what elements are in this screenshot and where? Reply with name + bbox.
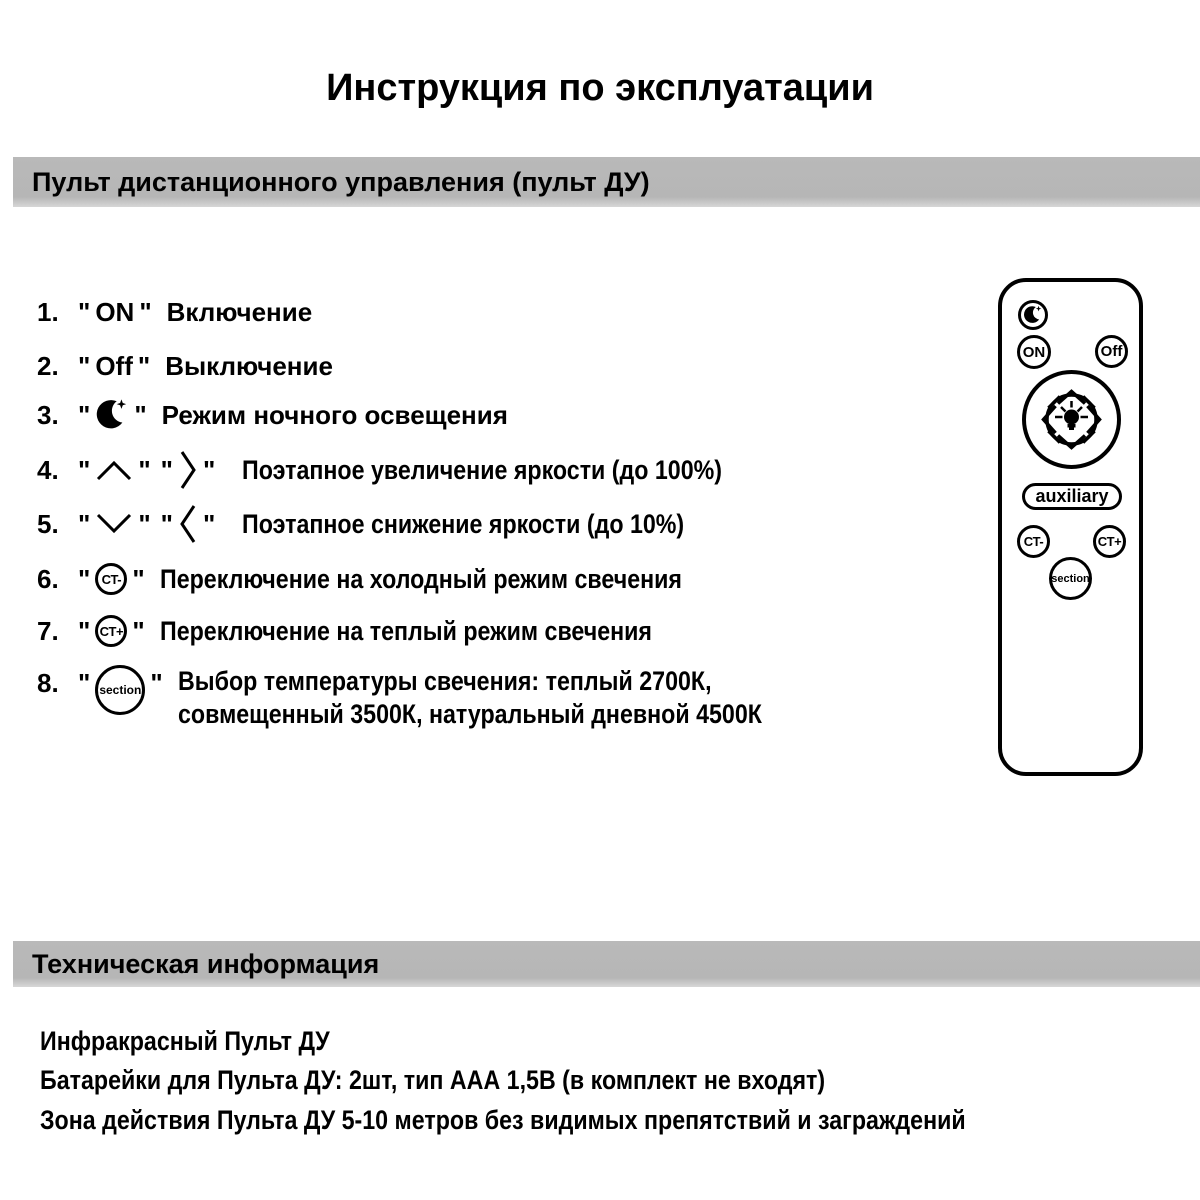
quote: " <box>78 563 91 594</box>
section-header-tech-label: Техническая информация <box>32 948 380 979</box>
remote-on-button: ON <box>1017 335 1051 369</box>
remote-ct-minus-button: CT- <box>1017 525 1050 558</box>
list-item-ct-plus <box>37 613 732 649</box>
list-item-on <box>37 294 312 330</box>
bulb-icon <box>1055 401 1088 430</box>
remote-illustration <box>998 278 1143 776</box>
chevron-right-icon <box>178 448 198 492</box>
quote: " <box>138 508 151 539</box>
item-number: 4. <box>37 454 59 485</box>
item-text-block <box>178 665 857 731</box>
quote: " <box>138 454 151 485</box>
item-number: 7. <box>37 615 59 646</box>
item-text: Переключение на теплый режим свечения <box>159 615 652 646</box>
chevron-up-icon <box>95 457 133 483</box>
chevron-down-icon <box>95 511 133 537</box>
quote: " <box>78 668 91 698</box>
item-number: 3. <box>37 399 59 430</box>
quote: " <box>137 350 151 381</box>
off-label: Off <box>95 350 133 381</box>
quote: " <box>132 615 145 646</box>
item-number: 5. <box>37 508 59 539</box>
list-item-ct-minus <box>37 561 767 597</box>
remote-ct-plus-button: CT+ <box>1093 525 1126 558</box>
item-text-line2: совмещенный 3500К, натуральный дневной 4500К <box>177 699 762 729</box>
item-number: 1. <box>37 296 59 327</box>
tech-line-2-text: Батарейки для Пульта ДУ: 2шт, тип ААА 1,5В (в комплект не входят) <box>40 1065 826 1095</box>
item-number: 8. <box>37 668 59 698</box>
remote-auxiliary-button: auxiliary <box>1022 483 1122 510</box>
quote: " <box>202 454 216 485</box>
section-header-remote-label: Пульт дистанционного управления (пульт ДУ) <box>32 166 650 197</box>
tech-line-3-text: Зона действия Пульта ДУ 5-10 метров без видимых препятствий и заграждений <box>40 1105 966 1135</box>
section-header-tech <box>13 941 1200 987</box>
item-text: Режим ночного освещения <box>161 399 508 430</box>
on-label: ON <box>95 296 135 327</box>
list-item-section <box>37 665 857 731</box>
moon-icon <box>95 398 129 432</box>
item-text: Переключение на холодный режим свечения <box>159 563 682 594</box>
list-item-brightness-up <box>37 452 800 488</box>
page-title: Инструкция по эксплуатации <box>326 67 874 109</box>
item-number: 2. <box>37 350 59 381</box>
quote: " <box>160 454 173 485</box>
item-text: Поэтапное снижение яркости (до 10%) <box>242 508 685 539</box>
quote: " <box>134 399 147 430</box>
section-badge: section <box>95 665 145 715</box>
quote: " <box>160 508 173 539</box>
chevron-left-icon <box>178 502 198 546</box>
remote-dpad <box>1021 369 1122 470</box>
quote: " <box>202 508 216 539</box>
item-text: Включение <box>166 296 313 327</box>
tech-line-3 <box>40 1104 1116 1136</box>
item-text-line1: Выбор температуры свечения: теплый 2700К, <box>177 666 712 696</box>
tech-line-1-text: Инфракрасный Пульт ДУ <box>40 1026 330 1056</box>
ct-plus-badge: CT+ <box>95 615 127 647</box>
tech-line-2 <box>40 1064 953 1096</box>
list-item-brightness-down <box>37 506 756 542</box>
ct-minus-badge: CT- <box>95 563 127 595</box>
quote: " <box>139 296 152 327</box>
list-item-off <box>37 348 333 384</box>
quote: " <box>78 454 91 485</box>
list-item-night-mode <box>37 397 508 433</box>
moon-icon <box>1023 305 1043 325</box>
quote: " <box>150 668 163 698</box>
tech-line-1 <box>40 1025 377 1057</box>
quote: " <box>78 508 91 539</box>
section-header-remote <box>13 157 1200 207</box>
item-number: 6. <box>37 563 59 594</box>
quote: " <box>78 350 91 381</box>
remote-section-button: section <box>1049 557 1092 600</box>
quote: " <box>78 399 91 430</box>
item-text: Поэтапное увеличение яркости (до 100%) <box>242 454 723 485</box>
quote: " <box>78 615 91 646</box>
item-text: Выключение <box>165 350 333 381</box>
quote: " <box>78 296 91 327</box>
quote: " <box>132 563 145 594</box>
remote-off-button: Off <box>1095 335 1128 368</box>
remote-night-button <box>1018 300 1048 330</box>
